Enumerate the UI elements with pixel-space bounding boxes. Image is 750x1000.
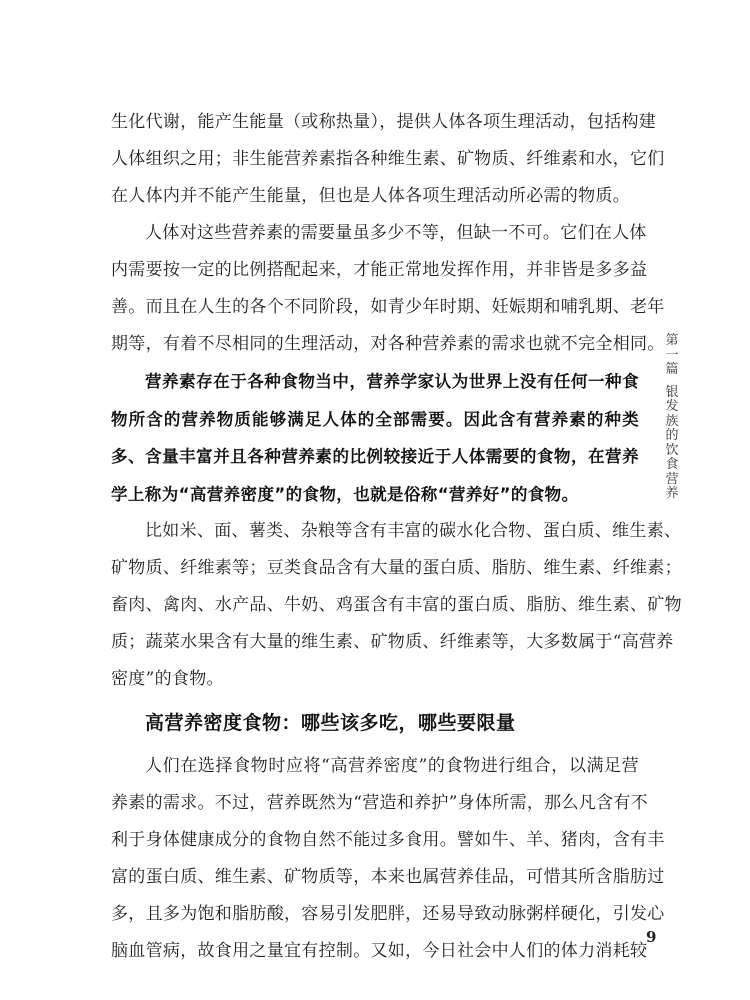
running-header-vertical (662, 334, 682, 502)
paragraph-line: 人体组织之用；非生能营养素指各种维生素、矿物质、纤维素和水，它们 (111, 149, 665, 169)
page-number: 9 (646, 928, 657, 946)
vertical-char: 一 (665, 347, 679, 363)
paragraph-line: 密度”的食物。 (111, 669, 224, 689)
vertical-char: 族 (665, 413, 679, 429)
vertical-char: 饮 (665, 442, 679, 458)
paragraph-line: 生化代谢，能产生能量（或称热量），提供人体各项生理活动，包括构建 (111, 112, 657, 132)
vertical-char: 银 (665, 384, 679, 400)
paragraph-line: 在人体内并不能产生能量，但也是人体各项生理活动所必需的物质。 (111, 186, 630, 206)
paragraph-line: 利于身体健康成分的食物自然不能过多食用。譬如牛、羊、猪肉，含有丰 (111, 830, 665, 850)
bold-paragraph-line: 营养素存在于各种食物当中，营养学家认为世界上没有任何一种食 (145, 372, 639, 391)
bold-paragraph-line: 多、含量丰富并且各种营养素的比例较接近于人体需要的食物，在营养 (111, 447, 639, 466)
section-heading: 高营养密度食物：哪些该多吃，哪些要限量 (145, 712, 516, 734)
paragraph-line: 比如米、面、薯类、杂粮等含有丰富的碳水化合物、蛋白质、维生素、 (145, 521, 682, 541)
paragraph-line: 多，且多为饱和脂肪酸，容易引发肥胖，还易导致动脉粥样硬化，引发心 (111, 904, 665, 924)
vertical-char: 第 (665, 333, 679, 348)
vertical-char: 营 (665, 471, 679, 487)
paragraph-line: 富的蛋白质、维生素、矿物质等，本来也属营养佳品，可惜其所含脂肪过 (111, 867, 665, 887)
vertical-char: 养 (665, 486, 679, 501)
bold-paragraph-line: 学上称为“高营养密度”的食物，也就是俗称“营养好”的食物。 (111, 484, 579, 504)
paragraph-line: 脑血管病，故食用之量宜有控制。又如，今日社会中人们的体力消耗较 (111, 941, 648, 961)
paragraph-line: 畜肉、禽肉、水产品、牛奶、鸡蛋含有丰富的蛋白质、脂肪、维生素、矿物 (111, 595, 682, 615)
vertical-char: 篇 (665, 362, 679, 377)
paragraph-line: 矿物质、纤维素等；豆类食品含有大量的蛋白质、脂肪、维生素、纤维素； (111, 558, 682, 578)
paragraph-line: 期等，有着不尽相同的生理活动，对各种营养素的需求也就不完全相同。 (111, 334, 665, 354)
vertical-char: 发 (665, 399, 679, 414)
paragraph-line: 人体对这些营养素的需要量虽多少不等，但缺一不可。它们在人体 (145, 223, 647, 243)
paragraph-line: 质；蔬菜水果含有大量的维生素、矿物质、纤维素等，大多数属于“高营养 (111, 632, 674, 652)
section-title (662, 386, 682, 502)
vertical-char: 的 (665, 428, 679, 443)
bold-paragraph-line: 物所含的营养物质能够满足人体的全部需要。因此含有营养素的种类 (111, 409, 639, 429)
vertical-char: 食 (665, 457, 679, 472)
paragraph-line: 善。而且在人生的各个不同阶段，如青少年时期、妊娠期和哺乳期、老年 (111, 297, 665, 317)
body-text (111, 104, 682, 970)
paragraph-line: 人们在选择食物时应将“高营养密度”的食物进行组合，以满足营 (145, 756, 639, 776)
section-label (662, 334, 682, 378)
paragraph-line: 养素的需求。不过，营养既然为“营造和养护”身体所需，那么凡含有不 (111, 793, 648, 813)
paragraph-line: 内需要按一定的比例搭配起来，才能正常地发挥作用，并非皆是多多益 (111, 260, 648, 280)
